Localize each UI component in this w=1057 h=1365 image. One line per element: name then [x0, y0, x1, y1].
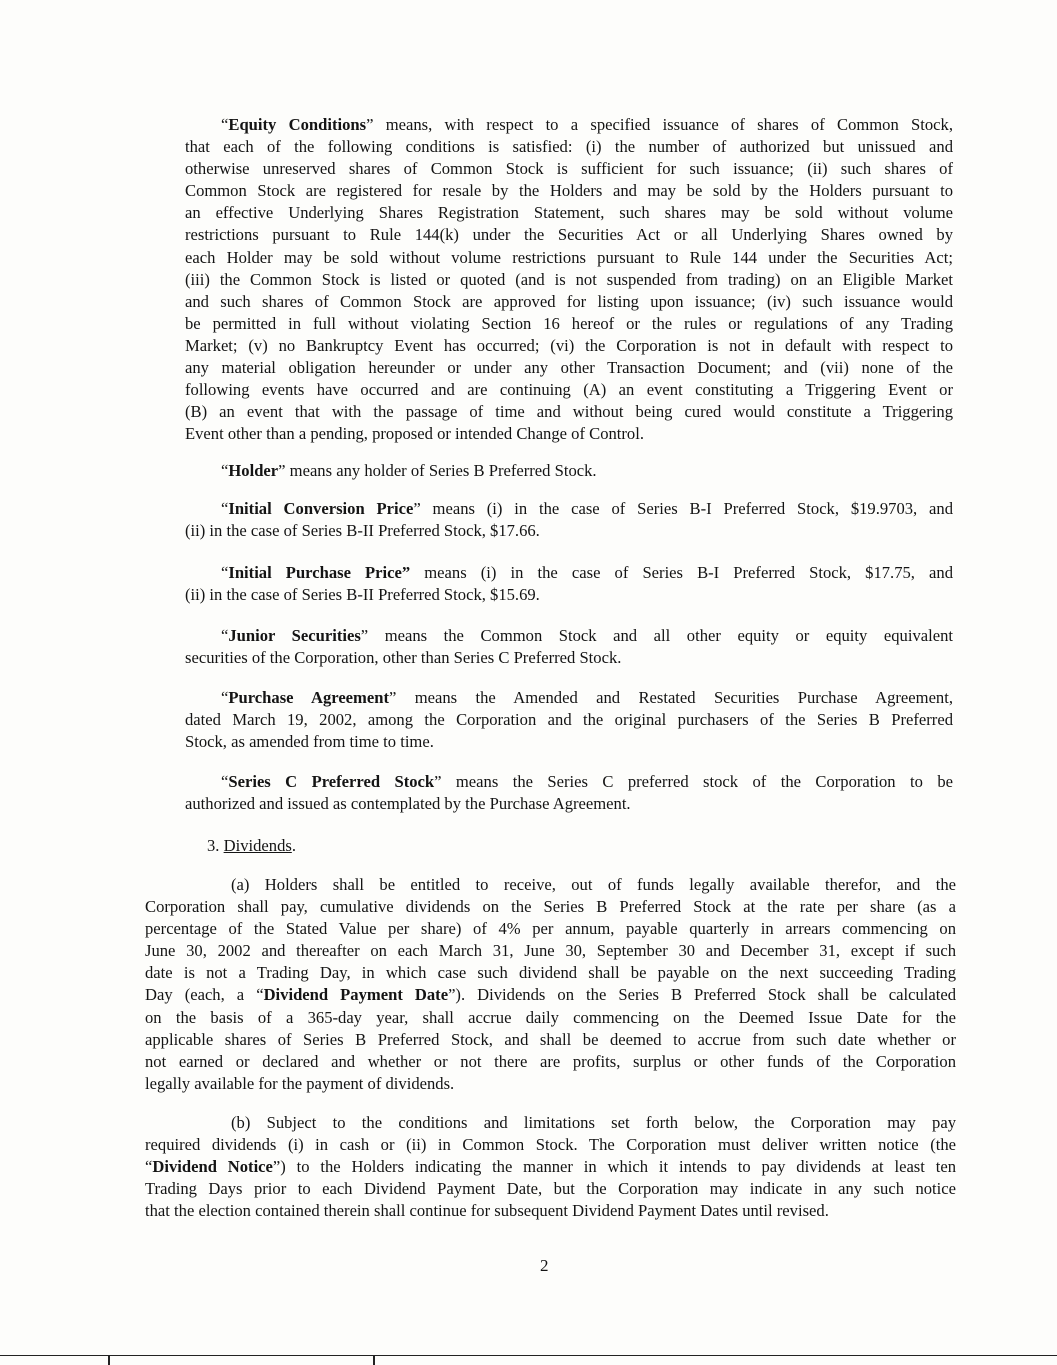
- definition-series-c-preferred-stock: [185, 771, 953, 815]
- text-line: following events have occurred and are continuing (A) an event constituting a Triggering Event or: [185, 380, 953, 400]
- text-line: [221, 114, 953, 136]
- text-line: percentage of the Stated Value per share) of 4% per annum, payable quarterly in arrears commencing on: [145, 919, 956, 939]
- line-segment: “: [221, 626, 229, 645]
- text-line: [221, 687, 953, 709]
- line-segment: ”). Dividends on the Series B Preferred Stock shall be calculated: [448, 985, 956, 1005]
- text-line: and such shares of Common Stock are approved for listing upon issuance; (iv) such issuance would: [185, 291, 953, 311]
- text-line: [221, 562, 953, 584]
- footer-tick-right: [373, 1355, 375, 1365]
- line-segment: “: [221, 563, 229, 582]
- text-line: June 30, 2002 and thereafter on each March 31, June 30, September 30 and December 31, except if such: [145, 941, 956, 961]
- footer-tick-left: [108, 1355, 110, 1365]
- text-line: [221, 625, 953, 647]
- text-line: that the election contained therein shall continue for subsequent Dividend Payment Dates until revised.: [145, 1201, 829, 1221]
- text-line: Event other than a pending, proposed or intended Change of Control.: [185, 424, 644, 444]
- definition-equity-conditions: [185, 114, 953, 445]
- text-line: any material obligation hereunder or under any other Transaction Document; and (vii) none of the: [185, 358, 953, 378]
- definition-holder: [185, 460, 953, 482]
- section-3-heading: 3. Dividends.: [207, 836, 296, 855]
- text-line: [221, 771, 953, 793]
- text-line: dated March 19, 2002, among the Corporation and the original purchasers of the Series B Preferred: [185, 710, 953, 730]
- line-segment: means (i) in the case of Series B-I Preferred Stock, $17.75, and: [410, 563, 953, 582]
- paragraph-3b: [145, 1112, 956, 1222]
- text-line: each Holder may be sold without volume restrictions pursuant to Rule 144 under the Securities Act;: [185, 247, 953, 267]
- line-segment: ” means the Common Stock and all other equity or equity equivalent: [360, 626, 953, 645]
- text-line: Stock, as amended from time to time.: [185, 732, 434, 752]
- text-line: [221, 460, 953, 482]
- line-segment: “: [221, 115, 229, 134]
- line-segment: ” means the Amended and Restated Securities Purchase Agreement,: [389, 688, 953, 707]
- defined-term: Series C Preferred Stock: [228, 772, 435, 791]
- text-line: Common Stock are registered for resale by the Holders and may be sold by the Holders pursuant to: [185, 181, 953, 201]
- text-line: (iii) the Common Stock is listed or quoted (and is not suspended from trading) on an Eligible Market: [185, 269, 953, 289]
- line-segment: Day (each, a “: [145, 985, 264, 1005]
- text-line: otherwise unreserved shares of Common Stock is sufficient for such issuance; (ii) such shares of: [185, 159, 953, 179]
- text-line: Trading Days prior to each Dividend Payment Date, but the Corporation may indicate in any such notice: [145, 1179, 956, 1199]
- defined-term: Dividend Notice: [152, 1157, 273, 1177]
- text-line: [221, 498, 953, 520]
- text-line: (ii) in the case of Series B-II Preferred Stock, $17.66.: [185, 521, 540, 541]
- definition-purchase-agreement: [185, 687, 953, 753]
- defined-term: Initial Purchase Price”: [228, 563, 411, 582]
- line-segment: “: [221, 499, 229, 518]
- line-segment: ”) to the Holders indicating the manner in which it intends to pay dividends at least ten: [272, 1157, 956, 1177]
- text-line: securities of the Corporation, other than Series C Preferred Stock.: [185, 648, 622, 668]
- line-segment: ” means (i) in the case of Series B-I Preferred Stock, $19.9703, and: [413, 499, 954, 518]
- defined-term: Holder: [228, 461, 279, 480]
- text-line: date is not a Trading Day, in which case such dividend shall be payable on the next succeeding Trading: [145, 963, 956, 983]
- text-line: that each of the following conditions is satisfied: (i) the number of authorized but unissued and: [185, 137, 953, 157]
- text-line: restrictions pursuant to Rule 144(k) under the Securities Act or all Underlying Shares owned by: [185, 225, 953, 245]
- text-line: [145, 984, 956, 1006]
- text-line: Corporation shall pay, cumulative dividends on the Series B Preferred Stock at the rate per share (as a: [145, 897, 956, 917]
- footer-rule: [0, 1355, 1057, 1356]
- line-segment: “: [221, 772, 229, 791]
- text-line: (b) Subject to the conditions and limitations set forth below, the Corporation may pay: [231, 1113, 956, 1132]
- text-line: not earned or declared and whether or not there are profits, surplus or other funds of the Corporation: [145, 1051, 956, 1071]
- line-segment: ” means, with respect to a specified issuance of shares of Common Stock,: [366, 115, 953, 134]
- section-number: 3.: [207, 836, 220, 855]
- definition-initial-conversion-price: [185, 498, 953, 542]
- text-line: authorized and issued as contemplated by the Purchase Agreement.: [185, 794, 631, 814]
- text-line: applicable shares of Series B Preferred Stock, and shall be deemed to accrue from such date whether or: [145, 1029, 956, 1049]
- line-segment: “: [221, 688, 229, 707]
- defined-term: Initial Conversion Price: [228, 499, 414, 518]
- line-segment: “: [221, 461, 229, 480]
- text-line: legally available for the payment of dividends.: [145, 1073, 455, 1093]
- text-line: [145, 1156, 956, 1178]
- text-line: required dividends (i) in cash or (ii) in Common Stock. The Corporation must deliver written notice (the: [145, 1135, 956, 1155]
- section-title: Dividends: [223, 836, 292, 855]
- defined-term: Purchase Agreement: [228, 688, 389, 707]
- text-line: an effective Underlying Shares Registration Statement, such shares may be sold without volume: [185, 203, 953, 223]
- text-line: (B) an event that with the passage of time and without being cured would constitute a Triggering: [185, 402, 953, 422]
- page-number: 2: [540, 1256, 549, 1275]
- text-line: (a) Holders shall be entitled to receive, out of funds legally available therefor, and the: [231, 875, 956, 894]
- text-line: Market; (v) no Bankruptcy Event has occurred; (vi) the Corporation is not in default with respect to: [185, 335, 953, 355]
- paragraph-3a: [145, 874, 956, 1095]
- text-line: on the basis of a 365-day year, shall accrue daily commencing on the Deemed Issue Date for the: [145, 1007, 956, 1027]
- defined-term: Dividend Payment Date: [263, 985, 449, 1005]
- line-segment: ” means any holder of Series B Preferred Stock.: [278, 461, 597, 480]
- definition-junior-securities: [185, 625, 953, 669]
- defined-term: Junior Securities: [228, 626, 361, 645]
- text-line: be permitted in full without violating Section 16 hereof or the rules or regulations of any Trading: [185, 313, 953, 333]
- line-segment: “: [145, 1157, 153, 1177]
- defined-term: Equity Conditions: [228, 115, 367, 134]
- text-line: (ii) in the case of Series B-II Preferred Stock, $15.69.: [185, 585, 540, 605]
- definition-initial-purchase-price: [185, 562, 953, 606]
- line-segment: ” means the Series C preferred stock of the Corporation to be: [434, 772, 953, 791]
